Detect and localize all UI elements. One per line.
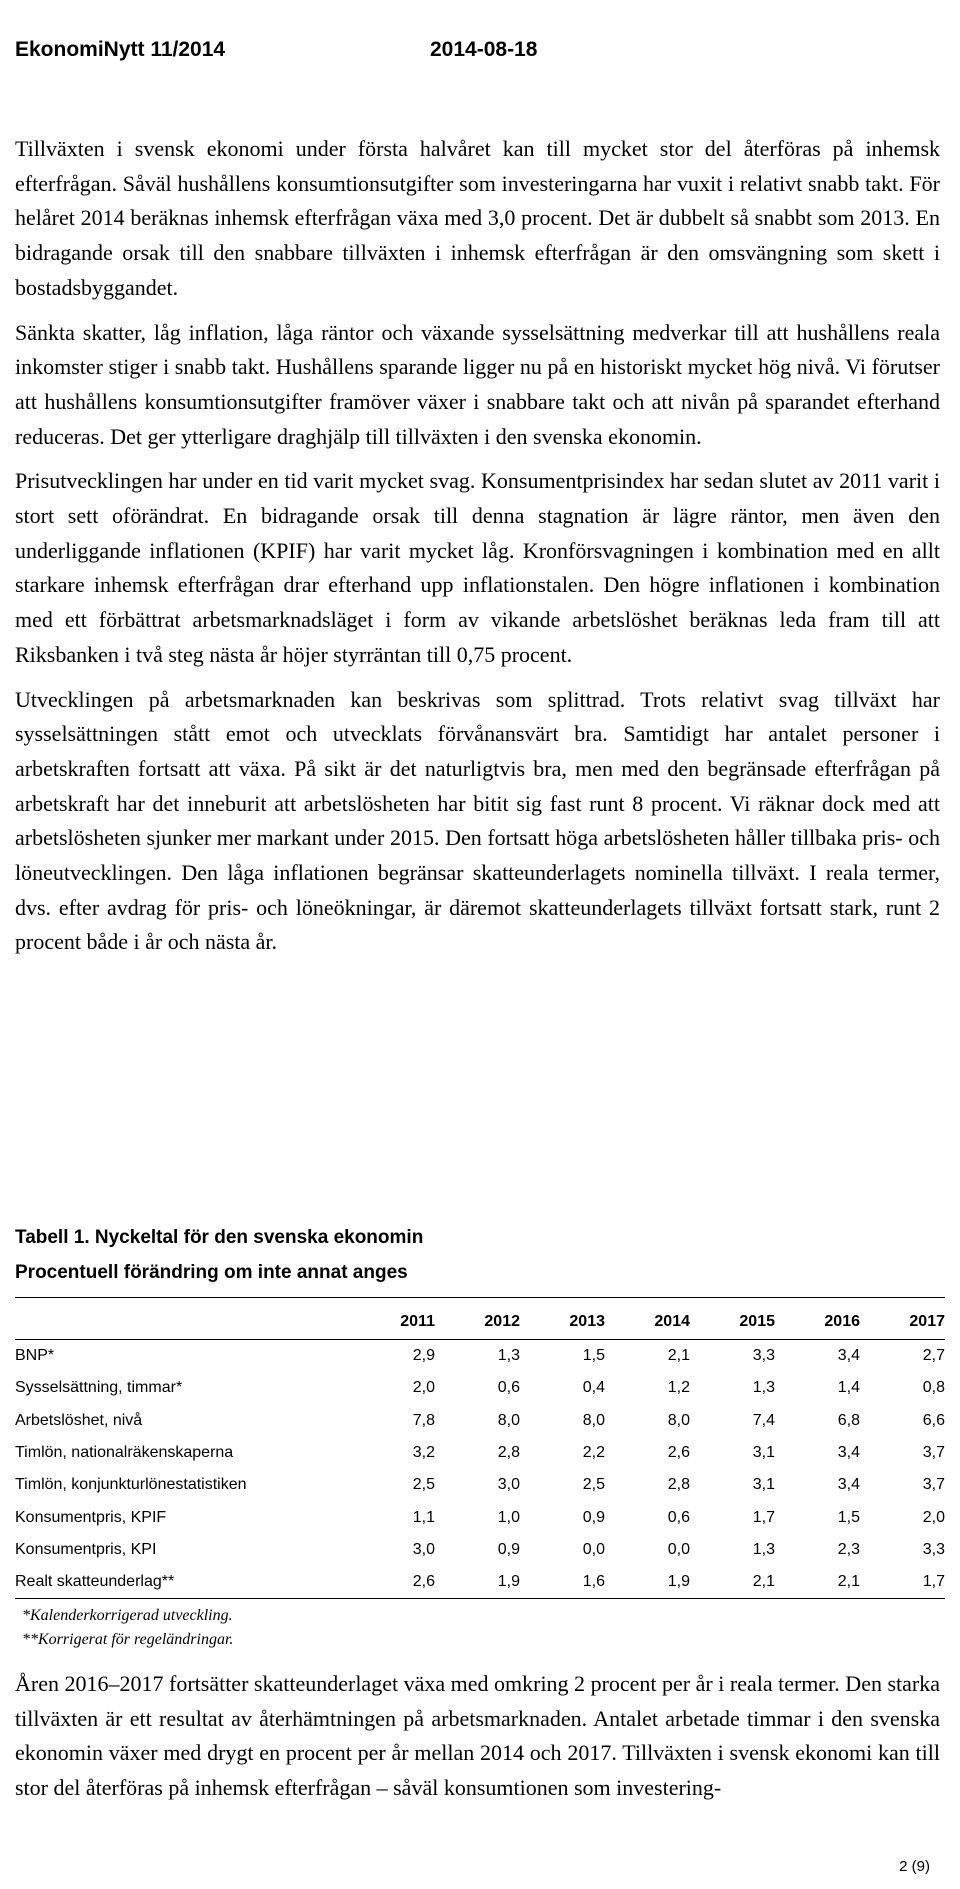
table-cell: 2,1 [752,1573,775,1591]
year-header: 2011 [400,1313,435,1330]
paragraph: Tillväxten i svensk ekonomi under första halvåret kan till mycket stor del återföras på inhemsk efterfrågan. Såväl hushållens konsumtionsutgifter som investeringarna har vuxit i relativt snabb takt. För helåret 2014 beräknas inhemsk efterfrågan växa med 3,0 procent. Det är dubbelt så snabbt som 2013. En bidragande orsak till den snabbare tillväxten i inhemsk efterfrågan är den omsvängning som skett i bostadsbyggandet. [15,136,940,300]
table-cell: 3,1 [752,1444,775,1462]
paragraph: Åren 2016–2017 fortsätter skatteunderlaget växa med omkring 2 procent per år i reala termer. Den starka tillväxten är ett resultat av återhämtningen på arbetsmarknaden. Antalet arbetade timmar i den svenska ekonomin växer med drygt en procent per år mellan 2014 och 2017. Tillväxten i svensk ekonomi kan till stor del återföras på inhemsk efterfrågan – såväl konsumtionen som investering- [15,1671,940,1801]
header-label-cell [15,1305,350,1340]
table-cell: 3,0 [412,1540,435,1558]
table-cell: 8,0 [582,1411,605,1429]
table-cell: 2,6 [412,1573,435,1591]
table-cell: 0,0 [667,1540,690,1558]
table-cell: 3,0 [497,1476,520,1494]
table-title: Tabell 1. Nyckeltal för den svenska ekonomin [15,1227,424,1248]
publication-date: 2014-08-18 [430,38,538,61]
table-footnotes [22,1604,233,1652]
table-header-row [15,1305,945,1340]
table-cell: 1,6 [582,1573,605,1591]
year-header: 2016 [824,1313,860,1330]
table-cell: 3,7 [922,1444,945,1462]
table-cell: 8,0 [667,1411,690,1429]
paragraph: Prisutvecklingen har under en tid varit mycket svag. Konsumentprisindex har sedan slutet av 2011 varit i stort sett oförändrat. En bidragande orsak till denna stagnation är lägre räntor, men även den underliggande inflationen (KPIF) har varit mycket låg. Kronförsvagningen i kombination med en allt starkare inhemsk efterfrågan drar efterhand upp inflationstalen. Den högre inflationen i kombination med ett förbättrat arbetsmarknadsläget i form av vikande arbetslöshet beräknas leda fram till att Riksbanken i två steg nästa år höjer styrräntan till 0,75 procent. [15,468,940,667]
table-row [15,1566,945,1598]
table-cell: 0,0 [582,1540,605,1558]
table-cell: 0,9 [497,1540,520,1558]
table-cell: 7,8 [412,1411,435,1429]
table-cell: 2,8 [667,1476,690,1494]
footnote: **Korrigerat för regeländringar. [22,1631,234,1648]
table-row [15,1437,945,1469]
table-row [15,1534,945,1566]
table-cell: 2,5 [582,1476,605,1494]
year-header: 2017 [909,1313,945,1330]
row-label: Konsumentpris, KPI [15,1540,157,1558]
row-label: Realt skatteunderlag** [15,1573,175,1591]
table-cell: 2,5 [412,1476,435,1494]
year-header: 2015 [739,1313,775,1330]
table-cell: 1,1 [412,1508,435,1526]
table-row [15,1372,945,1404]
table-cell: 2,2 [582,1444,605,1462]
table-cell: 1,3 [752,1540,775,1558]
table-cell: 1,9 [667,1573,690,1591]
table-cell: 1,4 [837,1379,860,1397]
table-cell: 1,7 [922,1573,945,1591]
year-header: 2012 [484,1313,520,1330]
year-header: 2014 [654,1313,690,1330]
table-cell: 3,3 [752,1347,775,1365]
table-cell: 2,7 [922,1347,945,1365]
table-cell: 0,9 [582,1508,605,1526]
table-cell: 6,6 [922,1411,945,1429]
table-cell: 1,9 [497,1573,520,1591]
table-row [15,1501,945,1533]
row-label: Arbetslöshet, nivå [15,1411,143,1429]
table-cell: 2,1 [837,1573,860,1591]
closing-text [15,1667,940,1806]
table-cell: 3,4 [837,1347,860,1365]
paragraph: Utvecklingen på arbetsmarknaden kan beskrivas som splittrad. Trots relativt svag tillväxt har sysselsättningen stått emot och utvecklats förvånansvärt bra. Samtidigt har antalet personer i arbetskraften fortsatt att växa. På sikt är det naturligtvis bra, men med den begränsade efterfrågan på arbetskraft har det inneburit att arbetslösheten har bitit sig fast runt 8 procent. Vi räknar dock med att arbetslösheten sjunker mer markant under 2015. Den fortsatt höga arbetslösheten håller tillbaka pris- och löneutvecklingen. Den låga inflationen begränsar skatteunderlagets nominella tillväxt. I reala termer, dvs. efter avdrag för pris- och löneökningar, är däremot skatteunderlagets tillväxt fortsatt stark, runt 2 procent både i år och nästa år. [15,686,940,955]
row-label: Konsumentpris, KPIF [15,1508,167,1526]
table-cell: 3,1 [752,1476,775,1494]
page-number: 2 (9) [899,1858,930,1875]
table-cell: 3,2 [412,1444,435,1462]
table-cell: 1,7 [752,1508,775,1526]
table-cell: 1,3 [497,1347,520,1365]
row-label: Timlön, nationalräkenskaperna [15,1444,234,1462]
table-cell: 3,4 [837,1444,860,1462]
table-cell: 1,5 [837,1508,860,1526]
table-bottom-rule [15,1598,945,1599]
table-row [15,1469,945,1501]
table-cell: 0,6 [497,1379,520,1397]
table-cell: 1,3 [752,1379,775,1397]
table-cell: 6,8 [837,1411,860,1429]
table-cell: 2,1 [667,1347,690,1365]
table-cell: 1,0 [497,1508,520,1526]
row-label: Timlön, konjunkturlönestatistiken [15,1476,247,1494]
page-header [15,38,945,68]
table-cell: 3,7 [922,1476,945,1494]
table-cell: 0,4 [582,1379,605,1397]
table-body [15,1340,945,1599]
table-cell: 1,5 [582,1347,605,1365]
row-label: BNP* [15,1347,55,1365]
table-cell: 3,4 [837,1476,860,1494]
footnote: *Kalenderkorrigerad utveckling. [22,1607,233,1624]
table-cell: 2,0 [922,1508,945,1526]
table-cell: 0,6 [667,1508,690,1526]
table-cell: 3,3 [922,1540,945,1558]
table-cell: 2,3 [837,1540,860,1558]
table-subtitle: Procentuell förändring om inte annat anges [15,1262,408,1283]
table-row [15,1340,945,1373]
key-figures-table [15,1305,945,1598]
table-row [15,1405,945,1437]
table-top-rule [15,1297,945,1298]
table-cell: 0,8 [922,1379,945,1397]
paragraph: Sänkta skatter, låg inflation, låga räntor och växande sysselsättning medverkar till att hushållens reala inkomster stiger i snabb takt. Hushållens sparande ligger nu på en historiskt mycket hög nivå. Vi förutser att hushållens konsumtionsutgifter framöver växer i snabbare takt och att nivån på sparandet efterhand reduceras. Det ger ytterligare draghjälp till tillväxten i den svenska ekonomin. [15,319,940,449]
table-cell: 7,4 [752,1411,775,1429]
publication-name: EkonomiNytt 11/2014 [15,38,226,61]
year-header: 2013 [569,1313,605,1330]
row-label: Sysselsättning, timmar* [15,1379,183,1397]
article-body [15,132,940,960]
table-cell: 8,0 [497,1411,520,1429]
table-cell: 2,9 [412,1347,435,1365]
table-cell: 2,8 [497,1444,520,1462]
table-cell: 2,6 [667,1444,690,1462]
table-cell: 1,2 [667,1379,690,1397]
table-cell: 2,0 [412,1379,435,1397]
